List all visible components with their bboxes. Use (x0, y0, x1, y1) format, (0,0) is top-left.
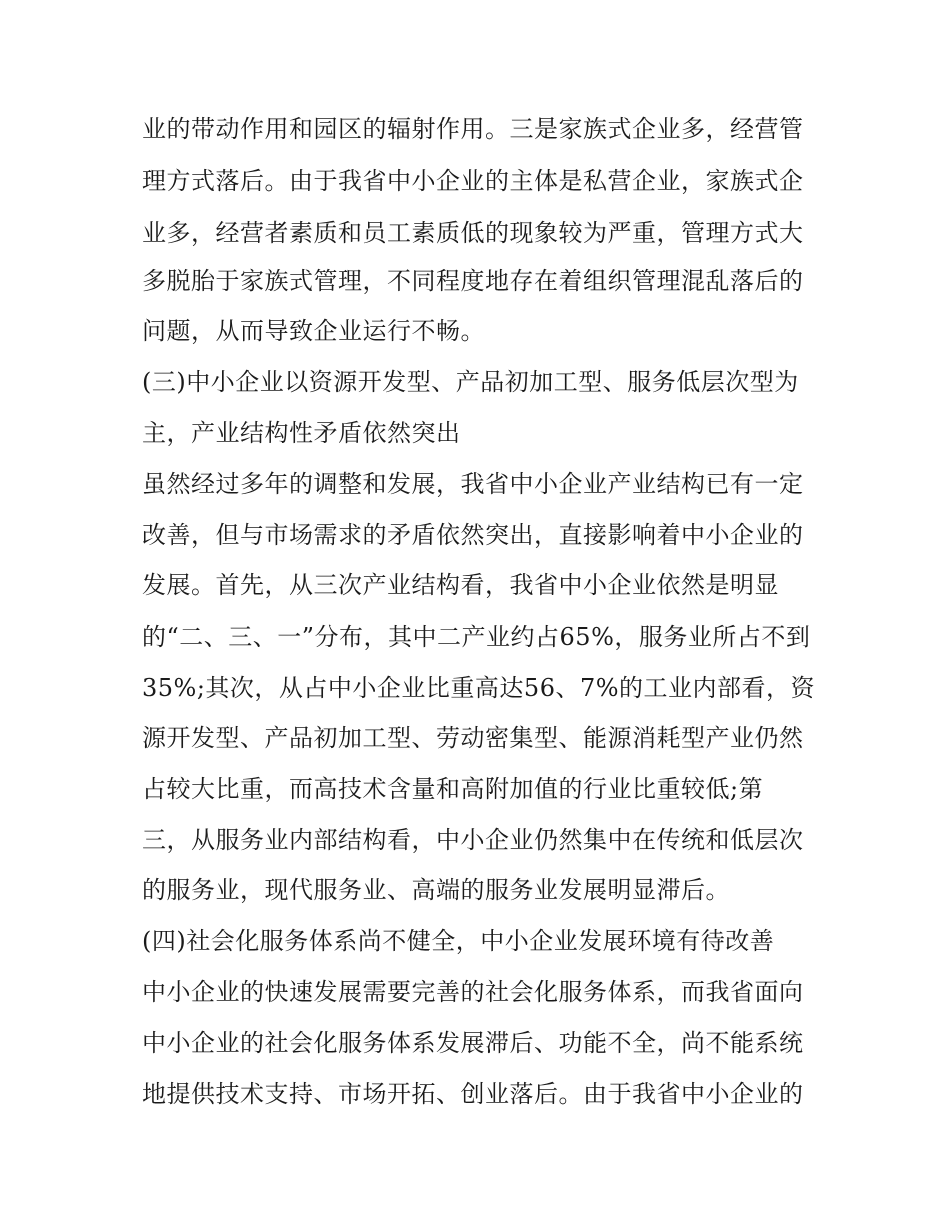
section-heading: (三)中小企业以资源开发型、产品初加工型、服务低层次型为 (142, 368, 799, 396)
text-line: 问题，从而导致企业运行不畅。 (142, 317, 485, 345)
text-line: 理方式落后。由于我省中小企业的主体是私营企业，家族式企 (142, 167, 804, 195)
text-line: 的“二、三、一”分布，其中二产业约占65%，服务业所占不到 (142, 623, 811, 651)
text-line: 中小企业的社会化服务体系发展滞后、功能不全，尚不能系统 (142, 1029, 804, 1057)
text-line: 业多，经营者素质和员工素质低的现象较为严重，管理方式大 (142, 219, 804, 247)
section-heading: (四)社会化服务体系尚不健全，中小企业发展环境有待改善 (142, 927, 775, 955)
text-line: 地提供技术支持、市场开拓、创业落后。由于我省中小企业的 (142, 1080, 804, 1108)
text-line: 三，从服务业内部结构看，中小企业仍然集中在传统和低层次 (142, 826, 804, 854)
text-line: 多脱胎于家族式管理，不同程度地存在着组织管理混乱落后的 (142, 267, 804, 295)
text-line: 发展。首先，从三次产业结构看，我省中小企业依然是明显 (142, 571, 779, 599)
text-line: 改善，但与市场需求的矛盾依然突出，直接影响着中小企业的 (142, 521, 804, 549)
text-line: 业的带动作用和园区的辐射作用。三是家族式企业多，经营管 (142, 115, 804, 143)
text-line: 占较大比重，而高技术含量和高附加值的行业比重较低;第 (142, 775, 764, 803)
section-heading: 主，产业结构性矛盾依然突出 (142, 419, 461, 447)
text-line: 源开发型、产品初加工型、劳动密集型、能源消耗型产业仍然 (142, 724, 804, 752)
text-line: 的服务业，现代服务业、高端的服务业发展明显滞后。 (142, 876, 730, 904)
text-line: 虽然经过多年的调整和发展，我省中小企业产业结构已有一定 (142, 470, 804, 498)
text-line: 35%;其次，从占中小企业比重高达56、7%的工业内部看，资 (142, 674, 816, 702)
text-line: 中小企业的快速发展需要完善的社会化服务体系，而我省面向 (142, 978, 804, 1006)
